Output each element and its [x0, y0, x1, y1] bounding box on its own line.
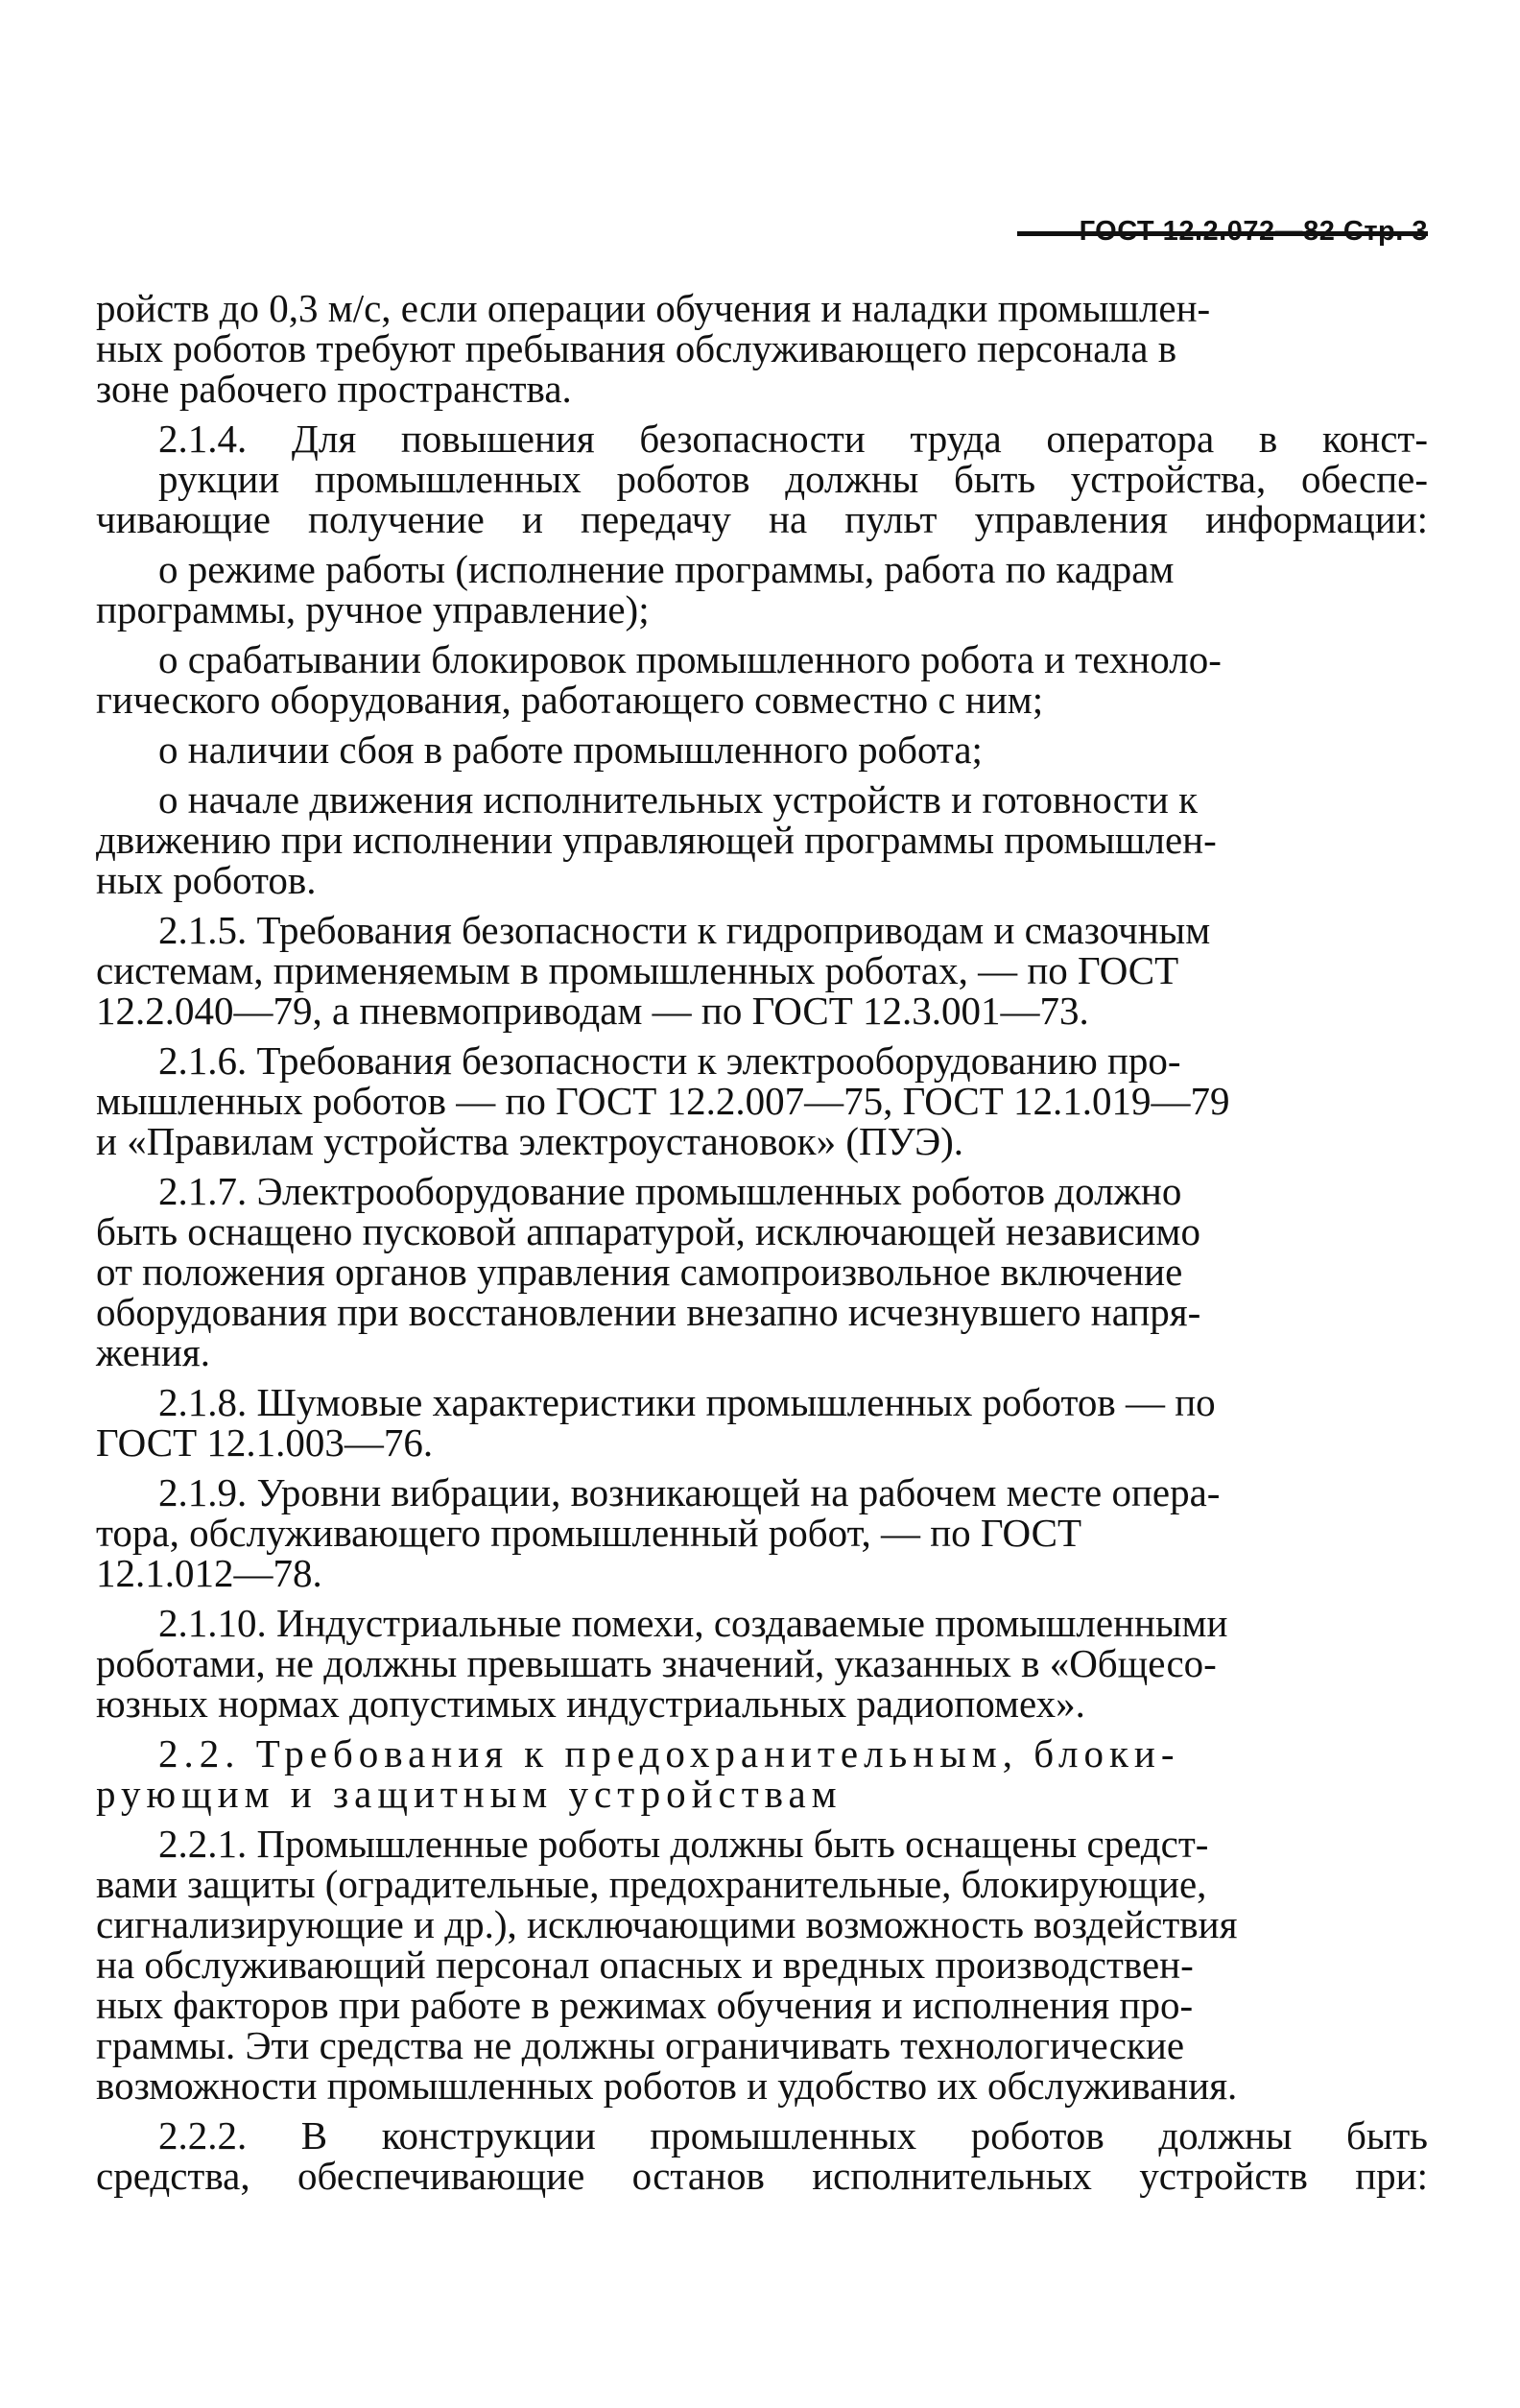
list-item-motion-start [96, 779, 1428, 900]
text-line: рукции промышленных роботов должны быть устройства, обеспе- [158, 457, 1428, 501]
text-line: жения. [96, 1330, 210, 1374]
text-line: о наличии сбоя в работе промышленного робота; [158, 727, 983, 772]
paragraph-continuation [96, 288, 1428, 409]
list-item-failure [96, 729, 1428, 770]
paragraph-2-2-2 [96, 2115, 1428, 2196]
document-body [96, 288, 1428, 2205]
text-line: системам, применяемым в промышленных роботах, — по ГОСТ [96, 948, 1179, 992]
text-line: 12.2.040—79, а пневмоприводам — по ГОСТ 12.3.001—73. [96, 989, 1089, 1033]
paragraph-2-1-10 [96, 1603, 1428, 1724]
text-line: 2.2.2. В конструкции промышленных роботов должны быть [158, 2113, 1428, 2158]
text-line: зоне рабочего пространства. [96, 367, 572, 411]
text-line: средства, обеспечивающие останов исполнительных устройств при: [96, 2154, 1428, 2198]
text-line: чивающие получение и передачу на пульт управления информации: [96, 497, 1428, 541]
text-line: 2.1.9. Уровни вибрации, возникающей на рабочем месте опера- [158, 1470, 1221, 1514]
paragraph-2-1-9 [96, 1472, 1428, 1593]
text-line: 2.1.7. Электрооборудование промышленных роботов должно [158, 1169, 1182, 1213]
section-heading-line: рующим и защитным устройствам [96, 1772, 843, 1816]
text-line: тора, обслуживающего промышленный робот, — по ГОСТ [96, 1511, 1082, 1555]
text-line: и «Правилам устройства электроустановок» (ПУЭ). [96, 1119, 964, 1163]
text-line: ных факторов при работе в режимах обучения и исполнения про- [96, 1983, 1194, 2027]
text-line: ГОСТ 12.1.003—76. [96, 1420, 434, 1465]
header-rule [1017, 231, 1428, 236]
text-line: 2.1.5. Требования безопасности к гидроприводам и смазочным [158, 908, 1211, 952]
text-line: программы, ручное управление); [96, 587, 650, 632]
text-line: 2.1.6. Требования безопасности к электрооборудованию про- [158, 1038, 1181, 1083]
text-line: о срабатывании блокировок промышленного робота и техноло- [158, 637, 1222, 681]
text-line: гического оборудования, работающего совместно с ним; [96, 678, 1044, 722]
text-line: граммы. Эти средства не должны ограничивать технологические [96, 2023, 1185, 2067]
text-line: мышленных роботов — по ГОСТ 12.2.007—75, ГОСТ 12.1.019—79 [96, 1079, 1230, 1123]
paragraph-2-1-6 [96, 1040, 1428, 1161]
paragraph-2-1-5 [96, 910, 1428, 1031]
text-line: 2.1.8. Шумовые характеристики промышленных роботов — по [158, 1380, 1216, 1424]
text-line: вами защиты (оградительные, предохранительные, блокирующие, [96, 1862, 1207, 1906]
text-line: от положения органов управления самопроизвольное включение [96, 1250, 1183, 1294]
text-line: быть оснащено пусковой аппаратурой, исключающей независимо [96, 1209, 1200, 1253]
text-line: движению при исполнении управляющей программы промышлен- [96, 818, 1217, 862]
text-line: 2.2.1. Промышленные роботы должны быть оснащены средст- [158, 1822, 1209, 1866]
text-line: 2.1.10. Индустриальные помехи, создаваемые промышленными [158, 1601, 1228, 1645]
text-line: юзных нормах допустимых индустриальных радиопомех». [96, 1681, 1085, 1726]
text-line: ных роботов требуют пребывания обслуживающего персонала в [96, 326, 1177, 370]
text-line: о начале движения исполнительных устройств и готовности к [158, 777, 1199, 822]
text-line: сигнализирующие и др.), исключающими возможность воздействия [96, 1902, 1238, 1946]
text-line: на обслуживающий персонал опасных и вредных производствен- [96, 1943, 1194, 1987]
text-line: роботами, не должны превышать значений, указанных в «Общесо- [96, 1641, 1217, 1685]
text-line: ных роботов. [96, 858, 317, 902]
text-line: 2.1.4. Для повышения безопасности труда оператора в конст- [158, 417, 1428, 461]
paragraph-2-2-1 [96, 1824, 1428, 2106]
paragraph-2-1-4 [96, 418, 1428, 539]
paragraph-2-1-7 [96, 1171, 1428, 1372]
text-line: о режиме работы (исполнение программы, работа по кадрам [158, 547, 1175, 591]
list-item-interlocks [96, 639, 1428, 720]
list-item-mode [96, 549, 1428, 630]
text-line: возможности промышленных роботов и удобство их обслуживания. [96, 2063, 1238, 2108]
text-line: ройств до 0,3 м/с, если операции обучения и наладки промышлен- [96, 286, 1211, 330]
paragraph-2-1-8 [96, 1382, 1428, 1463]
text-line: 12.1.012—78. [96, 1551, 322, 1595]
section-heading-line: 2.2. Требования к предохранительным, блоки- [158, 1731, 1180, 1776]
text-line: оборудования при восстановлении внезапно исчезнувшего напря- [96, 1290, 1201, 1334]
section-heading-2-2 [96, 1733, 1428, 1814]
